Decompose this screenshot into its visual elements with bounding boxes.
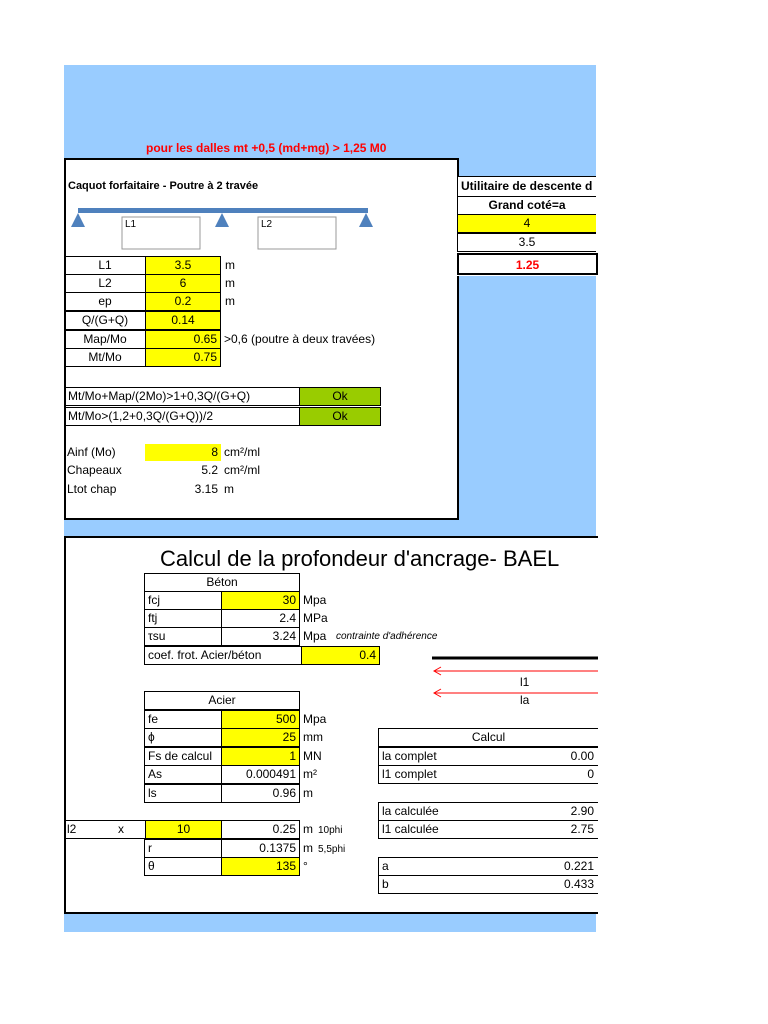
l2-label: l2 <box>67 822 77 836</box>
acier-unit: mm <box>303 730 323 744</box>
descente-result: 1.25 <box>457 253 598 275</box>
beton-unit: MPa <box>303 611 328 625</box>
beam-label-l2: L2 <box>261 219 273 230</box>
l2-factor-input[interactable]: 10 <box>145 820 222 839</box>
descente-title: Utilitaire de descente d <box>457 176 596 197</box>
support-left <box>71 213 85 227</box>
acier-label: ϕ <box>144 728 222 747</box>
caquot-input[interactable]: 0.14 <box>145 311 221 330</box>
beam-diagram <box>66 205 386 255</box>
ancrage-title: Calcul de la profondeur d'ancrage- BAEL <box>160 546 560 571</box>
beton-label: τsu <box>144 627 222 646</box>
descente-value: 3.5 <box>457 233 596 252</box>
beam-bar <box>78 208 368 213</box>
result-value: 5.2 <box>201 463 218 477</box>
caquot-label: Mt/Mo <box>64 348 146 367</box>
calcul-value: 0.433 <box>563 877 594 891</box>
acier-input[interactable]: 25 <box>221 728 300 747</box>
calcul-value: 0 <box>587 767 594 781</box>
calcul-row <box>378 802 598 821</box>
beton-label: ftj <box>144 609 222 628</box>
l2-value: 0.25 <box>221 820 300 839</box>
l2-note: 10phi <box>318 825 343 836</box>
calcul-header: Calcul <box>378 728 598 747</box>
l2-x: x <box>118 822 124 836</box>
calcul-row <box>378 765 598 784</box>
caquot-label: L2 <box>64 274 146 293</box>
caquot-unit: m <box>225 276 235 290</box>
caquot-input[interactable]: 3.5 <box>145 256 221 275</box>
r-unit: m <box>303 841 313 855</box>
acier-input[interactable]: 1 <box>221 747 300 766</box>
acier-label: As <box>144 765 222 784</box>
acier-value: 0.96 <box>221 784 300 803</box>
diagram-label-l1: l1 <box>520 675 530 689</box>
caquot-unit: m <box>225 294 235 308</box>
support-middle <box>215 213 229 227</box>
beton-note: contrainte d'adhérence <box>336 631 438 642</box>
caquot-input[interactable]: 0.65 <box>145 330 221 349</box>
calcul-row <box>378 820 598 839</box>
calcul-value: 0.221 <box>563 859 594 873</box>
caquot-title: Caquot forfaitaire - Poutre à 2 travée <box>68 180 259 192</box>
calcul-value: 0.00 <box>570 749 594 763</box>
result-unit: cm²/ml <box>224 445 260 459</box>
theta-unit: ° <box>303 859 308 873</box>
check-status: Ok <box>299 387 381 406</box>
result-value: 3.15 <box>194 482 218 496</box>
calcul-row <box>378 747 598 766</box>
beton-unit: Mpa <box>303 629 327 643</box>
acier-unit: m² <box>303 767 317 781</box>
calcul-row <box>378 875 598 894</box>
caquot-input[interactable]: 0.75 <box>145 348 221 367</box>
beton-input[interactable]: 30 <box>221 591 300 610</box>
calcul-label: la complet <box>382 749 437 763</box>
descente-input[interactable]: 4 <box>457 214 596 233</box>
calcul-label: b <box>382 877 389 891</box>
calcul-value: 2.75 <box>570 822 594 836</box>
beton-unit: Mpa <box>303 593 327 607</box>
slab-note: pour les dalles mt +0,5 (md+mg) > 1,25 M0 <box>146 141 387 155</box>
calcul-label: la calculée <box>382 804 439 818</box>
result-unit: m <box>224 482 234 496</box>
caquot-label: ep <box>64 292 146 311</box>
diagram-label-la: la <box>520 693 530 707</box>
caquot-note: >0,6 (poutre à deux travées) <box>224 332 376 346</box>
caquot-input[interactable]: 0.2 <box>145 292 221 311</box>
calcul-label: l1 complet <box>382 767 437 781</box>
result-unit: cm²/ml <box>224 463 260 477</box>
beton-input[interactable]: 0.4 <box>301 646 380 665</box>
acier-unit: m <box>303 786 313 800</box>
l2-unit: m <box>303 822 313 836</box>
beton-value: 3.24 <box>221 627 300 646</box>
calcul-label: a <box>382 859 389 873</box>
result-label: Ainf (Mo) <box>67 445 116 459</box>
beton-value: 2.4 <box>221 609 300 628</box>
descente-header: Grand coté=a <box>457 196 596 215</box>
beton-header: Béton <box>144 573 300 592</box>
acier-label: ls <box>144 784 222 803</box>
caquot-label: Map/Mo <box>64 330 146 349</box>
acier-header: Acier <box>144 691 300 710</box>
calcul-value: 2.90 <box>570 804 594 818</box>
check-label: Mt/Mo>(1,2+0,3Q/(G+Q))/2 <box>64 407 300 426</box>
acier-value: 0.000491 <box>221 765 300 784</box>
support-right <box>359 213 373 227</box>
acier-label: Fs de calcul <box>144 747 222 766</box>
acier-input[interactable]: 500 <box>221 710 300 729</box>
caquot-label: Q/(G+Q) <box>64 311 146 330</box>
anchor-diagram <box>430 655 598 705</box>
check-label: Mt/Mo+Map/(2Mo)>1+0,3Q/(G+Q) <box>64 387 300 406</box>
caquot-unit: m <box>225 258 235 272</box>
caquot-input[interactable]: 6 <box>145 274 221 293</box>
beam-label-l1: L1 <box>125 219 137 230</box>
l2-label-cell <box>64 820 146 839</box>
r-label: r <box>144 839 222 858</box>
theta-label: θ <box>144 857 222 876</box>
theta-input[interactable]: 135 <box>221 857 300 876</box>
caquot-label: L1 <box>64 256 146 275</box>
r-note: 5,5phi <box>318 844 346 855</box>
check-status: Ok <box>299 407 381 426</box>
acier-label: fe <box>144 710 222 729</box>
beton-label: fcj <box>144 591 222 610</box>
beton-label: coef. frot. Acier/béton <box>144 646 302 665</box>
acier-unit: Mpa <box>303 712 327 726</box>
result-label: Chapeaux <box>67 463 122 477</box>
r-value: 0.1375 <box>221 839 300 858</box>
result-label: Ltot chap <box>67 482 117 496</box>
calcul-row <box>378 857 598 876</box>
calcul-label: l1 calculée <box>382 822 439 836</box>
acier-unit: MN <box>303 749 322 763</box>
result-input[interactable]: 8 <box>145 444 221 461</box>
